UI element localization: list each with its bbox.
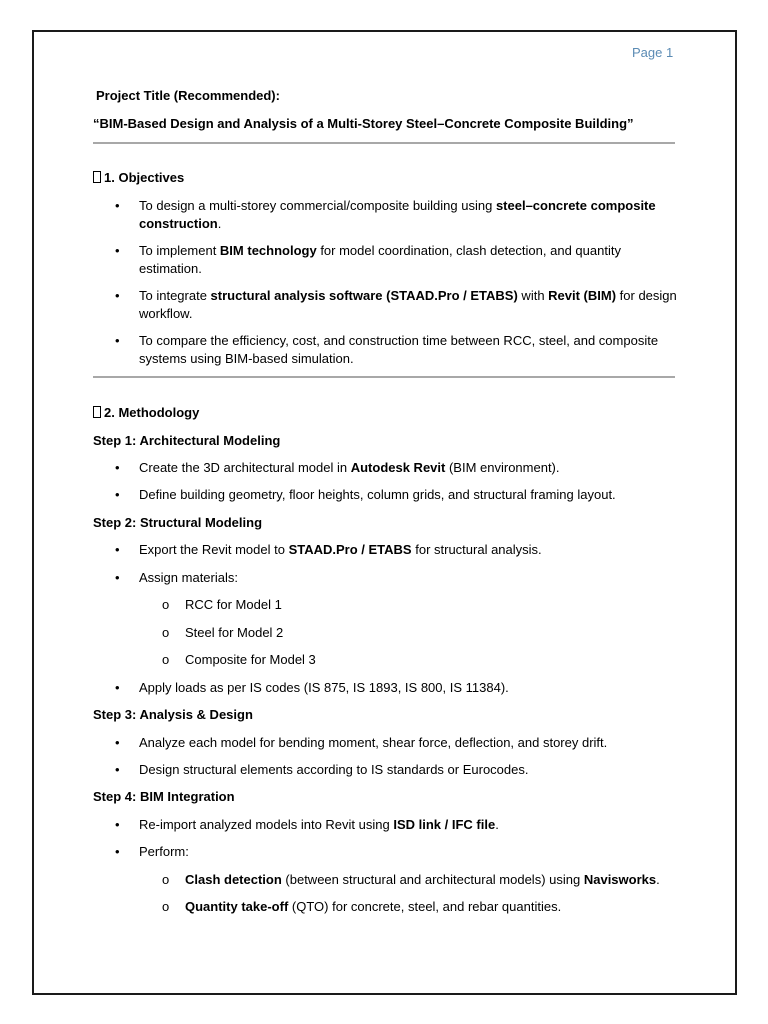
material-item: Composite for Model 3 — [185, 652, 316, 667]
bullet-icon: • — [115, 198, 120, 213]
bullet-icon: • — [115, 735, 120, 750]
perform-item-clash-detection: Clash detection (between structural and architectural models) using Navisworks. — [185, 872, 660, 887]
step-3-title: Step 3: Analysis & Design — [93, 707, 253, 722]
perform-item-qto: Quantity take-off (QTO) for concrete, steel, and rebar quantities. — [185, 899, 562, 914]
step-3-bullet-2: Design structural elements according to IS standards or Eurocodes. — [139, 762, 529, 777]
objectives-heading: 1. Objectives — [93, 169, 184, 187]
material-item: Steel for Model 2 — [185, 625, 284, 640]
bullet-icon: • — [115, 243, 120, 258]
objective-2-line-1: To implement BIM technology for model coordination, clash detection, and quantity — [139, 243, 621, 258]
objective-1-line-2: construction. — [139, 216, 222, 231]
step-4-bullet-2: Perform: — [139, 844, 189, 859]
objective-3-line-2: workflow. — [139, 306, 193, 321]
bullet-icon: • — [115, 817, 120, 832]
bullet-icon: • — [115, 288, 120, 303]
page-number: Page 1 — [632, 45, 674, 60]
placeholder-glyph-icon — [93, 406, 101, 418]
bullet-icon: • — [115, 333, 120, 348]
sub-bullet-icon: o — [162, 872, 170, 887]
objective-2-line-2: estimation. — [139, 261, 202, 276]
objective-4-line-1: To compare the efficiency, cost, and construction time between RCC, steel, and composite — [139, 333, 659, 348]
sub-bullet-icon: o — [162, 597, 170, 612]
objective-3-line-1: To integrate structural analysis software (STAAD.Pro / ETABS) with Revit (BIM) for design — [139, 288, 677, 303]
step-1-title: Step 1: Architectural Modeling — [93, 433, 281, 448]
sub-bullet-icon: o — [162, 652, 170, 667]
material-item: RCC for Model 1 — [185, 597, 282, 612]
objective-4-line-2: systems using BIM-based simulation. — [139, 351, 354, 366]
divider — [93, 142, 675, 144]
step-2-bullet-3: Apply loads as per IS codes (IS 875, IS 1893, IS 800, IS 11384). — [139, 680, 509, 695]
step-4-title: Step 4: BIM Integration — [93, 789, 235, 804]
divider — [93, 376, 675, 378]
bullet-icon: • — [115, 680, 120, 695]
step-4-bullet-1: Re-import analyzed models into Revit using ISD link / IFC file. — [139, 817, 499, 832]
step-1-bullet-1: Create the 3D architectural model in Autodesk Revit (BIM environment). — [139, 460, 560, 475]
sub-bullet-icon: o — [162, 899, 170, 914]
bullet-icon: • — [115, 762, 120, 777]
objective-1-line-1: To design a multi-storey commercial/composite building using steel–concrete composite — [139, 198, 656, 213]
step-2-bullet-2: Assign materials: — [139, 570, 238, 585]
methodology-heading: 2. Methodology — [93, 404, 199, 422]
project-title: “BIM-Based Design and Analysis of a Multi-Storey Steel–Concrete Composite Building” — [93, 116, 634, 131]
step-2-title: Step 2: Structural Modeling — [93, 515, 263, 530]
step-3-bullet-1: Analyze each model for bending moment, shear force, deflection, and storey drift. — [139, 735, 608, 750]
bullet-icon: • — [115, 570, 120, 585]
bullet-icon: • — [115, 460, 120, 475]
bullet-icon: • — [115, 542, 120, 557]
sub-bullet-icon: o — [162, 625, 170, 640]
step-2-bullet-1: Export the Revit model to STAAD.Pro / ETABS for structural analysis. — [139, 542, 542, 557]
bullet-icon: • — [115, 844, 120, 859]
placeholder-glyph-icon — [93, 171, 101, 183]
project-title-label: Project Title (Recommended): — [96, 88, 280, 103]
step-1-bullet-2: Define building geometry, floor heights, column grids, and structural framing layout. — [139, 487, 616, 502]
bullet-icon: • — [115, 487, 120, 502]
